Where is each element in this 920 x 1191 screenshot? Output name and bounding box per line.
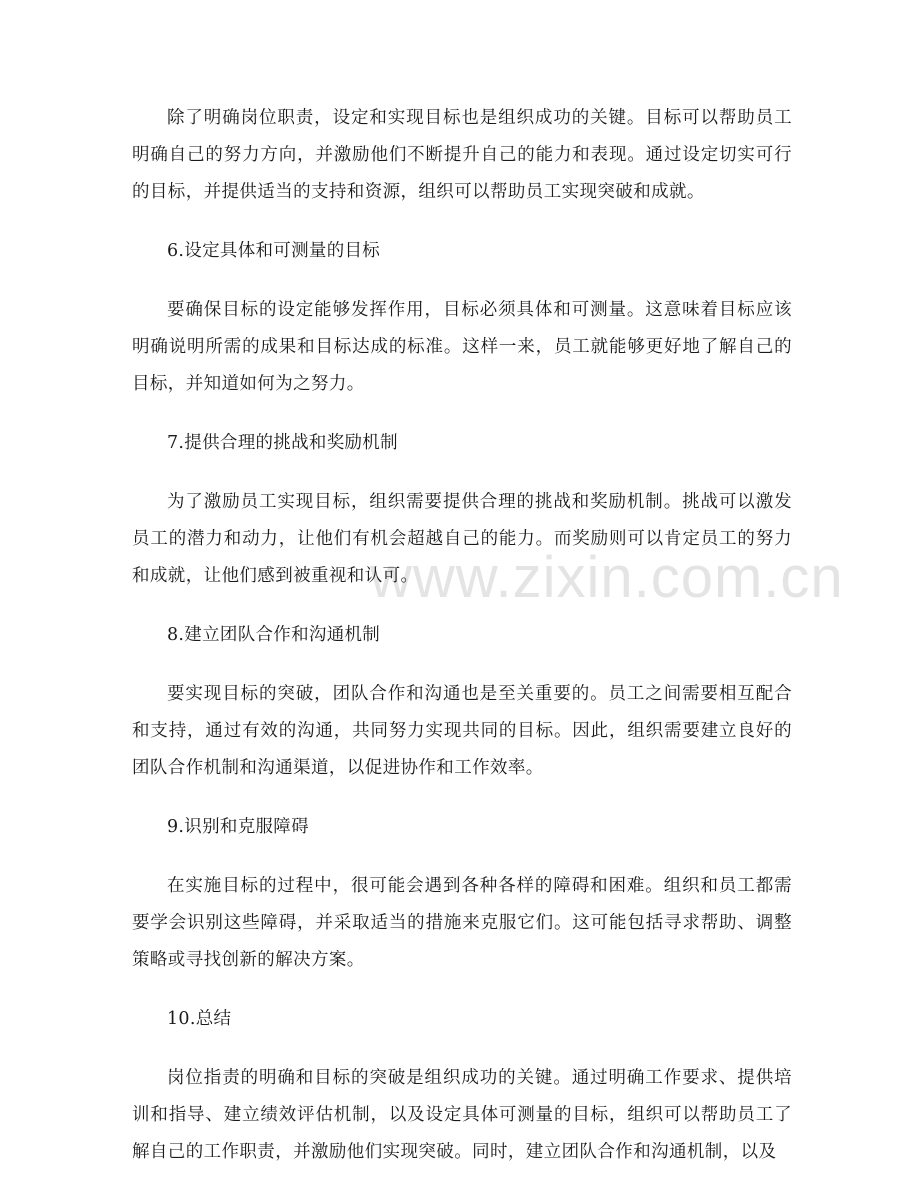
section-body-8: 要实现目标的突破，团队合作和沟通也是至关重要的。员工之间需要相互配合和支持，通过有效的沟通，共同努力实现共同的目标。因此，组织需要建立良好的团队合作机制和沟通渠道，以促进协作和工作效率。 <box>132 684 792 778</box>
section-body-9: 在实施目标的过程中，很可能会遇到各种各样的障碍和困难。组织和员工都需要学会识别这些障碍，并采取适当的措施来克服它们。这可能包括寻求帮助、调整策略或寻找创新的解决方案。 <box>132 876 792 970</box>
section-heading-8: 8.建立团队合作和沟通机制 <box>167 625 381 645</box>
section-heading-7: 7.提供合理的挑战和奖励机制 <box>167 433 398 453</box>
section-body-6: 要确保目标的设定能够发挥作用，目标必须具体和可测量。这意味着目标应该明确说明所需的成果和目标达成的标准。这样一来，员工就能够更好地了解自己的目标，并知道如何为之努力。 <box>132 300 792 394</box>
watermark: www.zixin.com.cn <box>370 545 844 610</box>
document-body <box>132 100 792 1171</box>
intro-paragraph: 除了明确岗位职责，设定和实现目标也是组织成功的关键。目标可以帮助员工明确自己的努力方向，并激励他们不断提升自己的能力和表现。通过设定切实可行的目标，并提供适当的支持和资源，组织可以帮助员工实现突破和成就。 <box>132 108 792 202</box>
section-heading-10: 10.总结 <box>167 1009 232 1029</box>
section-body-7: 为了激励员工实现目标，组织需要提供合理的挑战和奖励机制。挑战可以激发员工的潜力和动力，让他们有机会超越自己的能力。而奖励则可以肯定员工的努力和成就，让他们感到被重视和认可。 <box>132 492 792 586</box>
section-heading-9: 9.识别和克服障碍 <box>167 817 309 837</box>
section-body-10: 岗位指责的明确和目标的突破是组织成功的关键。通过明确工作要求、提供培训和指导、建立绩效评估机制，以及设定具体可测量的目标，组织可以帮助员工了解自己的工作职责，并激励他们实现突破。同时，建立团队合作和沟通机制，以及 <box>132 1068 792 1162</box>
section-heading-6: 6.设定具体和可测量的目标 <box>167 241 381 261</box>
